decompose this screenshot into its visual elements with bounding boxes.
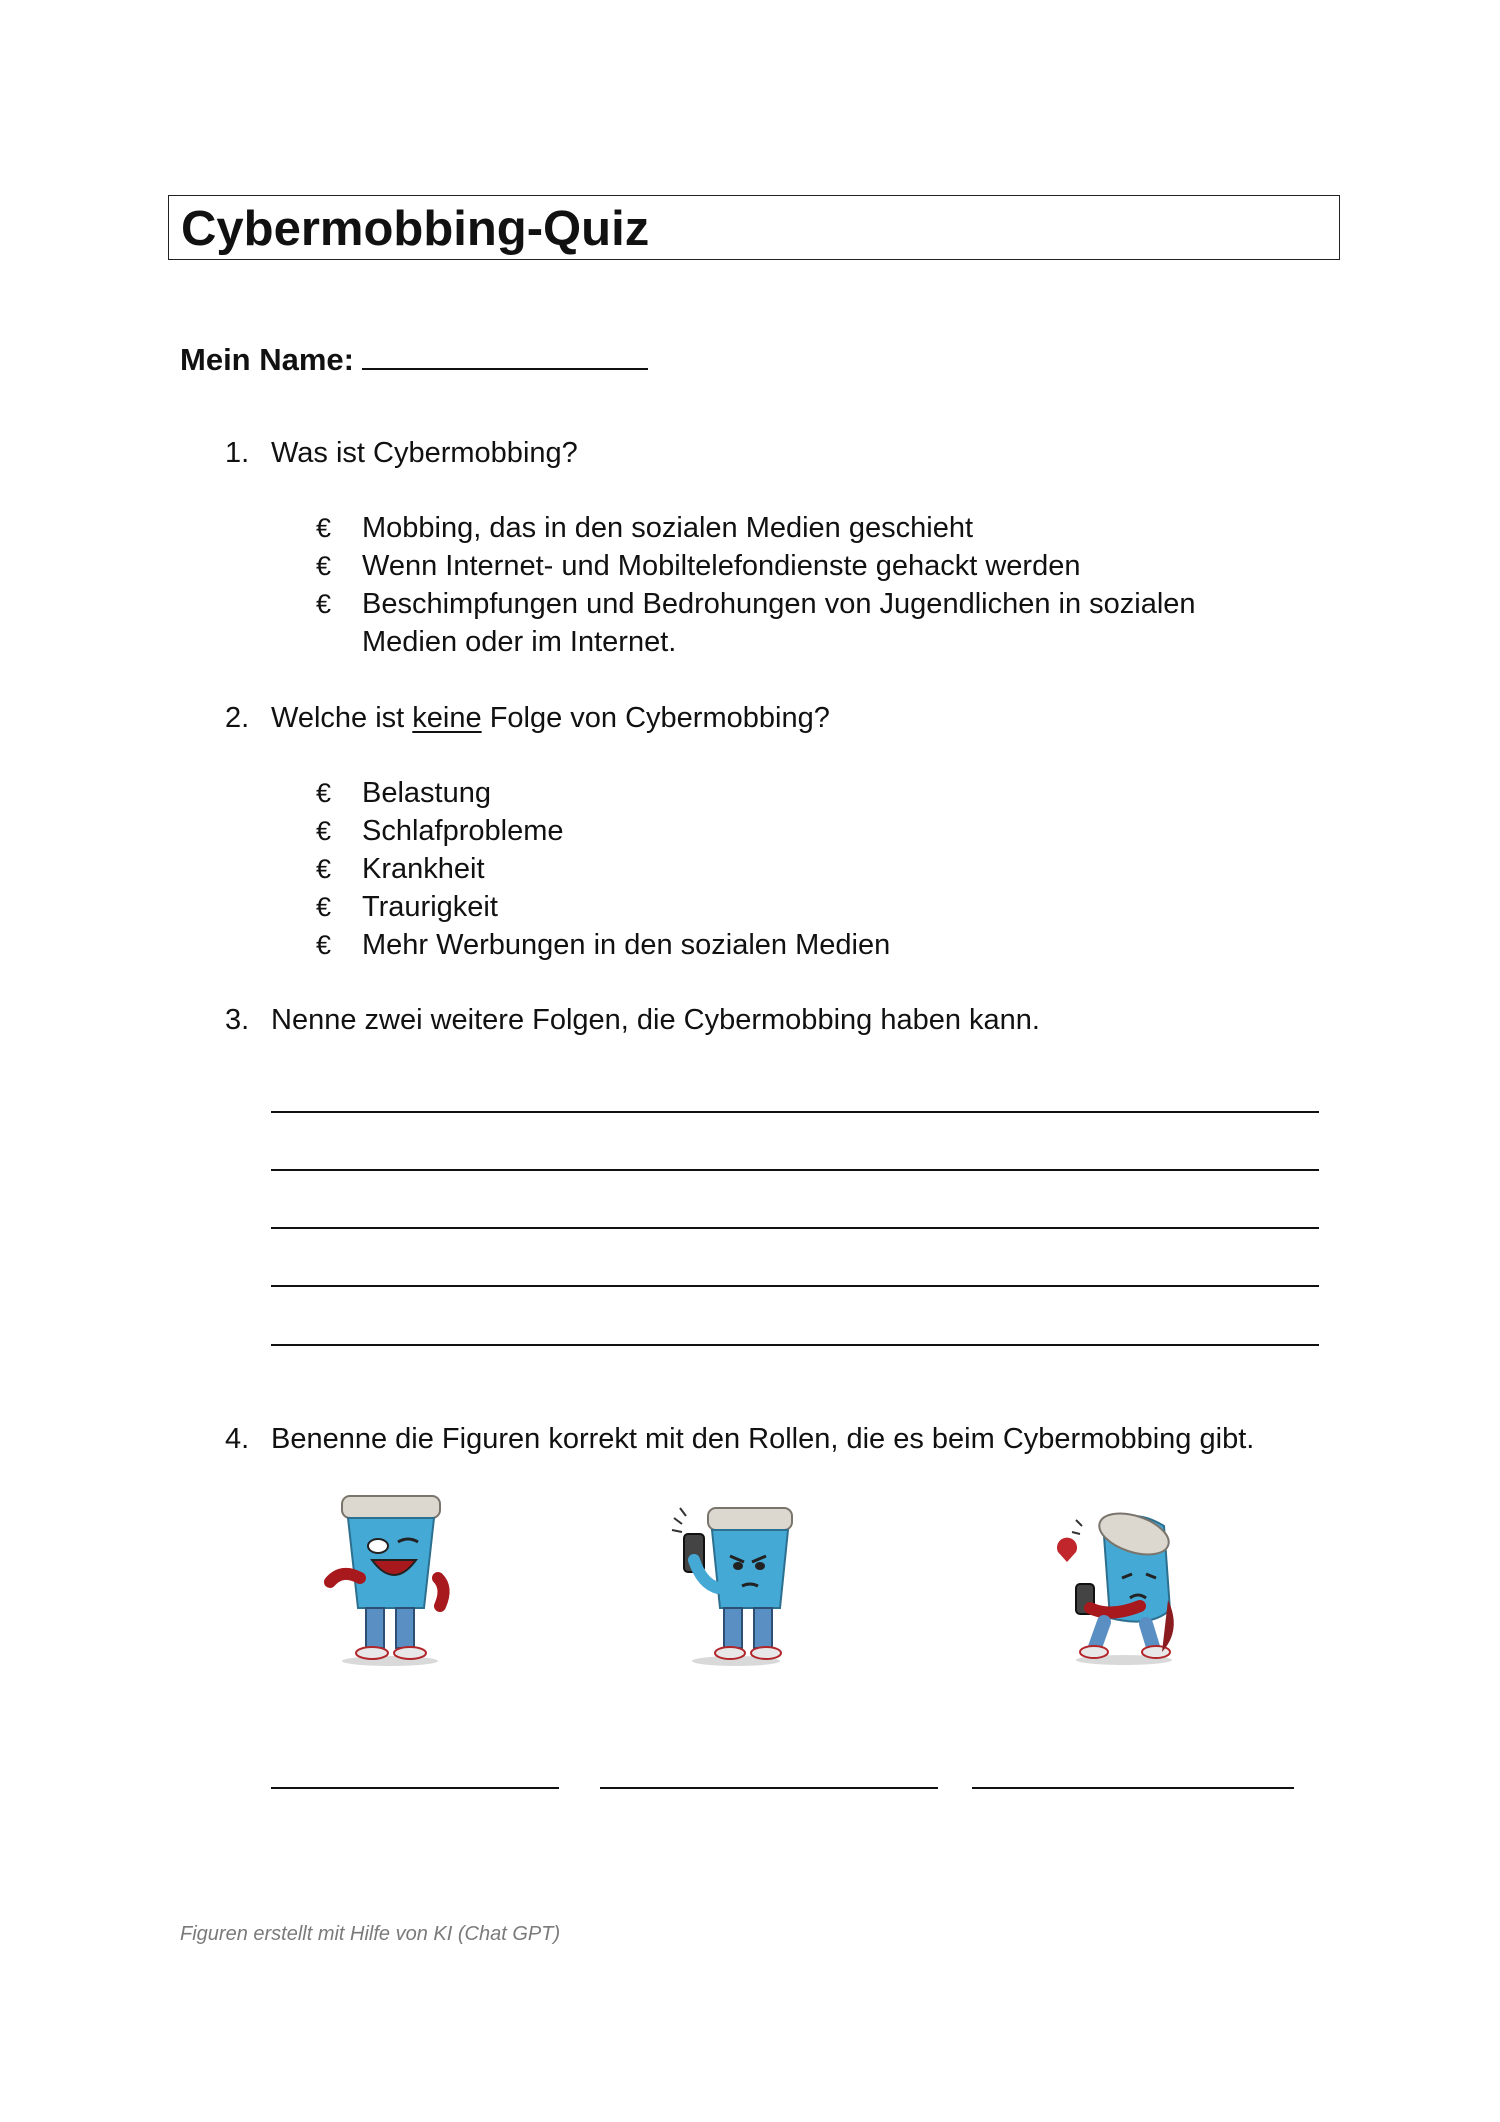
option-item[interactable] [316,888,1312,926]
page-title: Cybermobbing-Quiz [181,202,650,256]
options-q1 [316,509,1312,661]
phone-cup-figure [666,1490,806,1668]
question-text: Nenne zwei weitere Folgen, die Cybermobbing haben kann. [271,1004,1040,1036]
option-item[interactable] [316,812,1312,850]
checkbox-icon[interactable]: € [316,551,332,581]
checkbox-icon[interactable]: € [316,892,332,922]
question-number: 3. [225,1004,250,1036]
role-answer-line-3[interactable] [972,1787,1294,1789]
question-text [271,699,830,737]
footer-note: Figuren erstellt mit Hilfe von KI (Chat GPT) [180,1923,561,1945]
option-item[interactable] [316,547,1312,585]
answer-line[interactable] [271,1111,1319,1113]
option-label: Mehr Werbungen in den sozialen Medien [362,929,891,961]
title-box [168,195,1340,260]
sad-cup-figure [1050,1490,1190,1668]
options-q2 [316,774,1312,964]
answer-line[interactable] [271,1344,1319,1346]
option-label: Mobbing, das in den sozialen Medien geschieht [362,512,974,544]
checkbox-icon[interactable]: € [316,854,332,884]
question-number: 2. [225,702,250,734]
checkbox-icon[interactable]: € [316,778,332,808]
option-label: Belastung [362,777,491,809]
option-item[interactable] [316,926,1312,964]
name-blank-line[interactable] [362,336,648,370]
checkbox-icon[interactable]: € [316,589,332,619]
option-label: Krankheit [362,853,485,885]
checkbox-icon[interactable]: € [316,816,332,846]
option-label: Beschimpfungen und Bedrohungen von Jugendlichen in sozialen Medien oder im Internet. [362,588,1196,658]
emphasis-keine: keine [412,702,482,734]
option-item[interactable] [316,509,1312,547]
option-item[interactable] [316,585,1292,661]
name-label: Mein Name: [180,342,354,377]
name-field [180,336,648,380]
option-label: Schlafprobleme [362,815,564,847]
checkbox-icon[interactable]: € [316,930,332,960]
laughing-cup-figure [320,1490,460,1668]
answer-line[interactable] [271,1227,1319,1229]
answer-line[interactable] [271,1285,1319,1287]
question-text-part: Welche ist [271,702,405,734]
option-item[interactable] [316,774,1312,812]
option-label: Traurigkeit [362,891,498,923]
question-text: Was ist Cybermobbing? [271,437,578,469]
question-number: 1. [225,437,250,469]
option-item[interactable] [316,850,1312,888]
role-answer-line-1[interactable] [271,1787,559,1789]
question-text: Benenne die Figuren korrekt mit den Rollen, die es beim Cybermobbing gibt. [271,1423,1255,1455]
option-label: Wenn Internet- und Mobiltelefondienste gehackt werden [362,550,1081,582]
checkbox-icon[interactable]: € [316,513,332,543]
question-text-part: Folge von Cybermobbing? [489,702,830,734]
answer-line[interactable] [271,1169,1319,1171]
role-answer-line-2[interactable] [600,1787,938,1789]
question-number: 4. [225,1423,250,1455]
